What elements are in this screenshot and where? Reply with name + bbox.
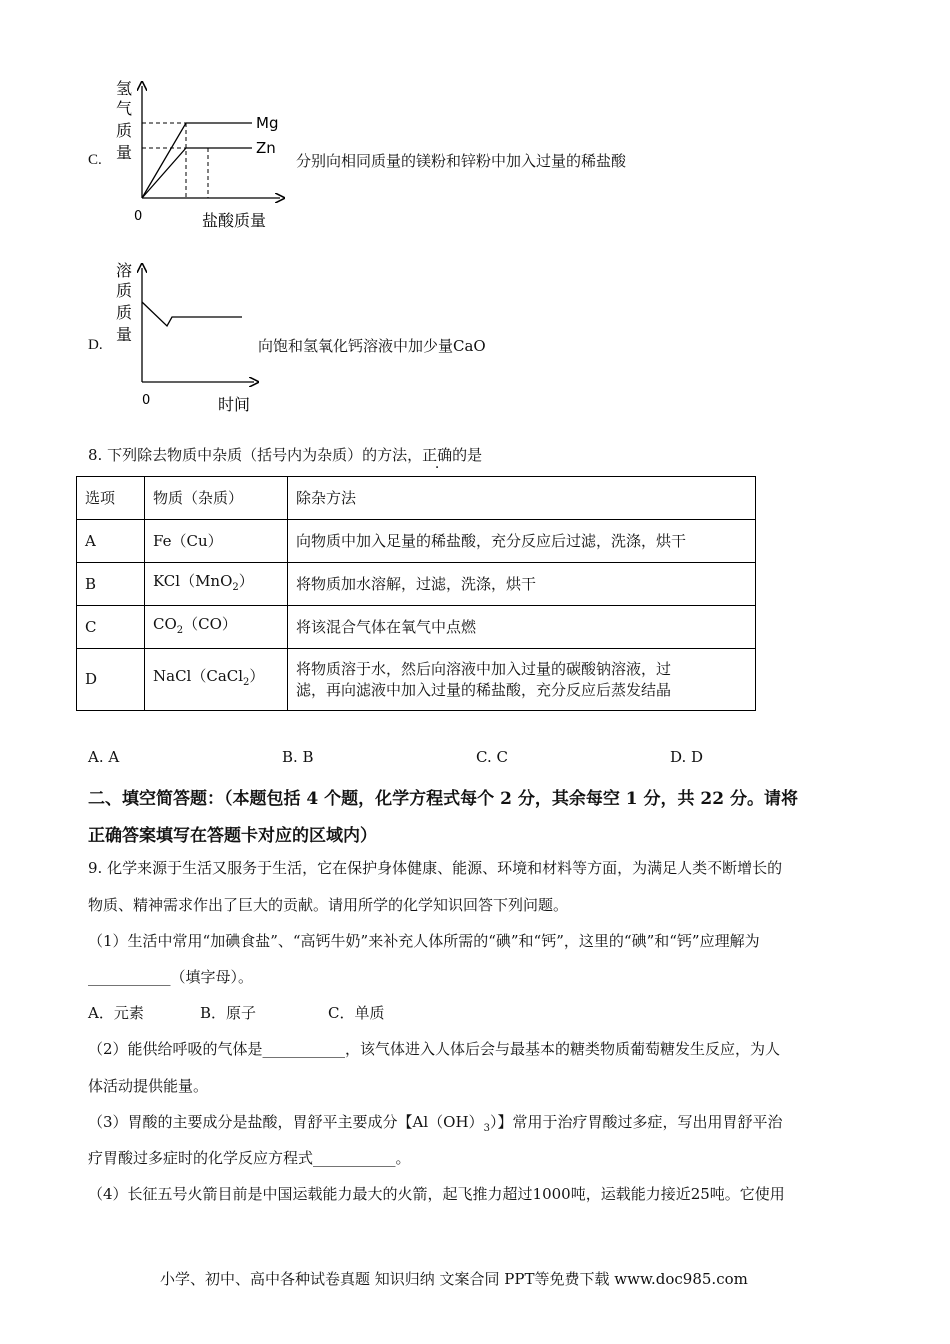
table-row [77, 563, 756, 606]
chart-d-ylabel-char: 质 [116, 281, 133, 300]
q9-part1-line2: ___________（填字母）。 [88, 968, 254, 986]
table-cell-substance: Fe（Cu） [145, 520, 288, 563]
substance-text: （CO） [183, 614, 237, 633]
table-cell-option: C [77, 606, 145, 649]
table-cell-substance [145, 649, 288, 711]
substance-text: ） [249, 667, 265, 685]
table-cell-method: 向物质中加入足量的稀盐酸，充分反应后过滤，洗涤，烘干 [288, 520, 756, 563]
chart-c-ylabel-char: 质 [116, 121, 133, 140]
table-header-cell: 除杂方法 [288, 477, 756, 520]
subscript: 2 [176, 624, 184, 636]
q9-part1-option-c[interactable]: C．单质 [328, 1004, 385, 1022]
q9-part3-line2: 疗胃酸过多症时的化学反应方程式___________。 [88, 1149, 411, 1167]
answer-option-d[interactable]: D. D [670, 748, 704, 766]
table-cell-method: 将该混合气体在氧气中点燃 [288, 606, 756, 649]
q8-stem-suffix: 的是 [452, 446, 483, 464]
answer-option-a[interactable]: A. A [88, 748, 120, 766]
table-cell-method: 将物质加水溶解，过滤，洗涤，烘干 [288, 563, 756, 606]
subscript: 2 [232, 581, 239, 593]
q9-part1-option-a[interactable]: A．元素 [88, 1004, 144, 1022]
q9-part3-text: ）】常用于治疗胃酸过多症，写出用胃舒平治 [489, 1113, 783, 1131]
chart-c-origin: 0 [134, 209, 143, 224]
chart-c-series-label: Mg [256, 114, 279, 132]
table-cell-substance [145, 563, 288, 606]
substance-text: ） [238, 571, 254, 590]
q9-part3-line1 [88, 1111, 782, 1134]
chart-c-ylabel [116, 79, 132, 162]
table-cell-option: B [77, 563, 145, 606]
chart-d-origin: 0 [142, 393, 151, 408]
chart-c-ylabel-char: 量 [116, 143, 133, 162]
chart-d-series-line [142, 302, 242, 326]
table-header-cell: 物质（杂质） [145, 477, 288, 520]
table-cell-substance [145, 606, 288, 649]
table-row [77, 649, 756, 711]
option-d-label: D. [88, 337, 103, 353]
method-line: 滤，再向滤液中加入过量的稀盐酸，充分反应后蒸发结晶 [296, 680, 672, 699]
chart-c [110, 78, 310, 238]
chart-d-ylabel-char: 质 [116, 303, 133, 322]
q9-intro-line2: 物质、精神需求作出了巨大的贡献。请用所学的化学知识回答下列问题。 [88, 896, 569, 914]
substance-text: NaCl（CaCl [153, 667, 244, 685]
q8-stem-emphasis: 正确 [422, 446, 453, 464]
q9-part3-text: （3）胃酸的主要成分是盐酸，胃舒平主要成分【Al（OH） [88, 1113, 484, 1131]
chart-d-ylabel-char: 量 [116, 325, 133, 344]
substance-text: CO [153, 614, 177, 633]
footer-watermark: 小学、初中、高中各种试卷真题 知识归纳 文案合同 PPT等免费下载 www.doc985.com [160, 1270, 748, 1288]
table-header-row [77, 477, 756, 520]
answer-option-c[interactable]: C. C [476, 748, 508, 766]
chart-d-ylabel-char: 溶 [116, 261, 133, 280]
chart-d-caption: 向饱和氢氧化钙溶液中加少量CaO [258, 337, 486, 355]
chart-d-ylabel [116, 261, 132, 344]
table-cell-option: A [77, 520, 145, 563]
chart-c-ylabel-char: 气 [116, 99, 133, 118]
q9-part2-line1: （2）能供给呼吸的气体是___________，该气体进入人体后会与最基本的糖类物质葡萄糖发生反应，为人 [88, 1040, 781, 1058]
q8-stem [88, 444, 482, 465]
table-row [77, 520, 756, 563]
table-row [77, 606, 756, 649]
section-2-heading-line1: 二、填空简答题：（本题包括 4 个题，化学方程式每个 2 分，其余每空 1 分，共 22 分。请将 [88, 789, 798, 809]
q9-part1-line1: （1）生活中常用“加碘食盐”、“高钙牛奶”来补充人体所需的“碘”和“钙”，这里的“碘”和“钙”应理解为 [88, 932, 760, 950]
method-line: 将物质溶于水，然后向溶液中加入过量的碳酸钠溶液，过 [296, 659, 672, 678]
subscript: 2 [243, 677, 250, 688]
subscript: 3 [483, 1123, 490, 1134]
q9-intro-line1: 9. 化学来源于生活又服务于生活，它在保护身体健康、能源、环境和材料等方面，为满足人类不断增长的 [88, 859, 783, 877]
q9-part4-line1: （4）长征五号火箭目前是中国运载能力最大的火箭，起飞推力超过1000吨，运载能力接近25吨。它使用 [88, 1185, 785, 1203]
answer-option-b[interactable]: B. B [282, 748, 314, 766]
q8-stem-prefix: 8. 下列除去物质中杂质（括号内为杂质）的方法， [88, 446, 423, 464]
chart-c-caption: 分别向相同质量的镁粉和锌粉中加入过量的稀盐酸 [296, 152, 627, 170]
q8-table [76, 476, 756, 711]
q9-part2-line2: 体活动提供能量。 [88, 1077, 209, 1095]
chart-c-series-mg-line [142, 123, 252, 198]
table-cell-option: D [77, 649, 145, 711]
chart-c-series-label: Zn [256, 139, 276, 157]
chart-d-xlabel: 时间 [218, 395, 251, 414]
table-header-cell: 选项 [77, 477, 145, 520]
q9-part1-option-b[interactable]: B．原子 [200, 1004, 257, 1022]
chart-c-ylabel-char: 氢 [116, 79, 133, 98]
substance-text: KCl（MnO [153, 571, 233, 590]
option-c-label: C. [88, 152, 102, 168]
chart-c-xlabel: 盐酸质量 [202, 211, 267, 230]
chart-c-series-zn-line [142, 148, 252, 198]
chart-d [110, 260, 270, 420]
table-cell-method [288, 649, 756, 711]
section-2-heading-line2: 正确答案填写在答题卡对应的区域内） [88, 826, 377, 846]
